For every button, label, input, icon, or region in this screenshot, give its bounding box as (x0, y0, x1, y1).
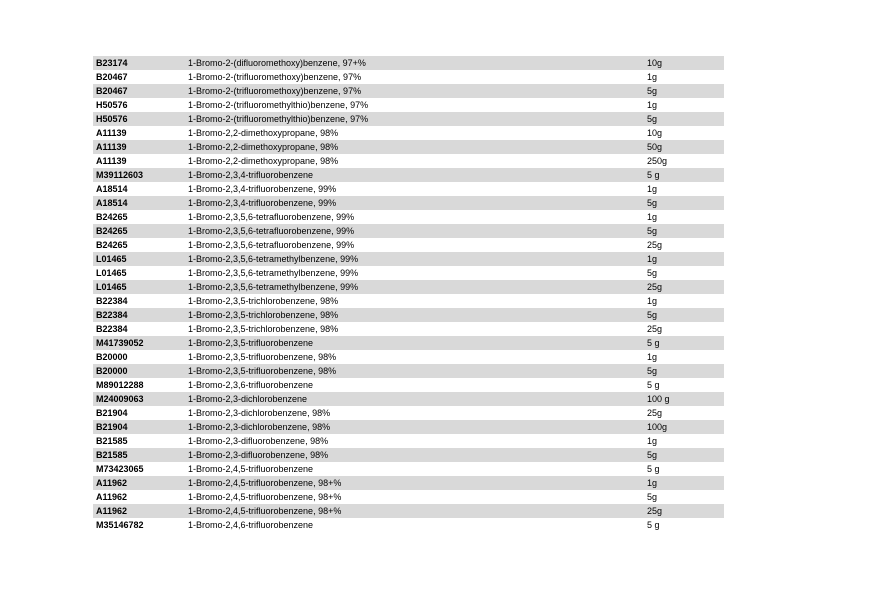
catalog-code: B20000 (96, 352, 128, 362)
pack-size: 5 g (647, 380, 660, 390)
catalog-code: B21904 (96, 422, 128, 432)
pack-size: 5g (647, 492, 658, 502)
product-table (93, 56, 724, 532)
catalog-code: M89012288 (96, 380, 144, 390)
pack-size: 1g (647, 72, 658, 82)
pack-size: 250g (647, 156, 668, 166)
catalog-code: M41739052 (96, 338, 144, 348)
product-name: 1-Bromo-2,3,6-trifluorobenzene (188, 380, 314, 390)
catalog-code: B23174 (96, 58, 128, 68)
table-row (93, 392, 724, 406)
pack-size: 25g (647, 240, 663, 250)
pack-size: 5 g (647, 464, 660, 474)
table-row (93, 434, 724, 448)
product-name: 1-Bromo-2,2-dimethoxypropane, 98% (188, 128, 339, 138)
pack-size: 1g (647, 478, 658, 488)
pack-size: 1g (647, 436, 658, 446)
table-row (93, 294, 724, 308)
pack-size: 5 g (647, 170, 660, 180)
catalog-code: B22384 (96, 324, 128, 334)
catalog-code: H50576 (96, 100, 128, 110)
catalog-code: A11139 (96, 142, 127, 152)
table-row (93, 504, 724, 518)
pack-size: 100 g (647, 394, 670, 404)
product-name: 1-Bromo-2,3,5-trifluorobenzene (188, 338, 314, 348)
catalog-code: M39112603 (96, 170, 144, 180)
product-name: 1-Bromo-2,3,5,6-tetramethylbenzene, 99% (188, 268, 359, 278)
pack-size: 1g (647, 212, 658, 222)
catalog-code: A18514 (96, 184, 128, 194)
pack-size: 5g (647, 310, 658, 320)
catalog-code: H50576 (96, 114, 128, 124)
table-row (93, 336, 724, 350)
product-name: 1-Bromo-2,3,5,6-tetrafluorobenzene, 99% (188, 240, 355, 250)
pack-size: 25g (647, 408, 663, 418)
pack-size: 100g (647, 422, 668, 432)
catalog-code: B21585 (96, 450, 128, 460)
product-name: 1-Bromo-2,4,5-trifluorobenzene, 98+% (188, 492, 342, 502)
pack-size: 5g (647, 86, 658, 96)
catalog-code: B22384 (96, 296, 128, 306)
product-name: 1-Bromo-2,3,5,6-tetramethylbenzene, 99% (188, 282, 359, 292)
product-name: 1-Bromo-2,3,5,6-tetrafluorobenzene, 99% (188, 226, 355, 236)
product-name: 1-Bromo-2,3,5-trifluorobenzene, 98% (188, 352, 337, 362)
pack-size: 25g (647, 506, 663, 516)
table-row (93, 364, 724, 378)
pack-size: 5 g (647, 338, 660, 348)
catalog-code: B20000 (96, 366, 128, 376)
table-row (93, 168, 724, 182)
table-row (93, 210, 724, 224)
table-row (93, 266, 724, 280)
product-name: 1-Bromo-2-(trifluoromethoxy)benzene, 97% (188, 72, 362, 82)
table-row (93, 490, 724, 504)
pack-size: 1g (647, 352, 658, 362)
product-name: 1-Bromo-2,3,4-trifluorobenzene, 99% (188, 184, 337, 194)
pack-size: 50g (647, 142, 663, 152)
pack-size: 25g (647, 282, 663, 292)
product-name: 1-Bromo-2,3,5,6-tetramethylbenzene, 99% (188, 254, 359, 264)
product-name: 1-Bromo-2,3-dichlorobenzene (188, 394, 308, 404)
table-row (93, 154, 724, 168)
pack-size: 5 g (647, 520, 660, 530)
catalog-code: A11962 (96, 506, 128, 516)
pack-size: 5g (647, 114, 658, 124)
table-row (93, 224, 724, 238)
table-row (93, 350, 724, 364)
catalog-code: B20467 (96, 86, 128, 96)
product-name: 1-Bromo-2-(trifluoromethoxy)benzene, 97% (188, 86, 362, 96)
product-name: 1-Bromo-2-(trifluoromethylthio)benzene, 97% (188, 100, 369, 110)
pack-size: 5g (647, 226, 658, 236)
product-name: 1-Bromo-2,3-difluorobenzene, 98% (188, 436, 329, 446)
product-name: 1-Bromo-2,2-dimethoxypropane, 98% (188, 142, 339, 152)
catalog-code: M24009063 (96, 394, 144, 404)
table-row (93, 98, 724, 112)
catalog-code: B24265 (96, 240, 128, 250)
table-row (93, 140, 724, 154)
product-name: 1-Bromo-2,3,5,6-tetrafluorobenzene, 99% (188, 212, 355, 222)
catalog-code: B22384 (96, 310, 128, 320)
table-row (93, 70, 724, 84)
table-row (93, 196, 724, 210)
product-name: 1-Bromo-2,4,5-trifluorobenzene (188, 464, 314, 474)
table-row (93, 308, 724, 322)
table-row (93, 280, 724, 294)
pack-size: 25g (647, 324, 663, 334)
product-name: 1-Bromo-2,3,4-trifluorobenzene, 99% (188, 198, 337, 208)
catalog-code: A11139 (96, 156, 127, 166)
catalog-code: B24265 (96, 226, 128, 236)
product-name: 1-Bromo-2,3-difluorobenzene, 98% (188, 450, 329, 460)
catalog-code: A11139 (96, 128, 127, 138)
product-name: 1-Bromo-2,4,5-trifluorobenzene, 98+% (188, 478, 342, 488)
table-row (93, 322, 724, 336)
product-name: 1-Bromo-2-(trifluoromethylthio)benzene, 97% (188, 114, 369, 124)
pack-size: 1g (647, 296, 658, 306)
catalog-code: L01465 (96, 282, 127, 292)
table-row (93, 462, 724, 476)
table-row (93, 112, 724, 126)
product-name: 1-Bromo-2,4,6-trifluorobenzene (188, 520, 314, 530)
catalog-code: A11962 (96, 492, 128, 502)
catalog-code: A18514 (96, 198, 128, 208)
table-row (93, 420, 724, 434)
product-name: 1-Bromo-2,3,5-trifluorobenzene, 98% (188, 366, 337, 376)
table-row (93, 378, 724, 392)
table-row (93, 518, 724, 532)
table-row (93, 252, 724, 266)
table-row (93, 126, 724, 140)
table-row (93, 84, 724, 98)
pack-size: 5g (647, 268, 658, 278)
table-row (93, 476, 724, 490)
table-row (93, 182, 724, 196)
pack-size: 5g (647, 366, 658, 376)
product-name: 1-Bromo-2,3,5-trichlorobenzene, 98% (188, 296, 339, 306)
product-name: 1-Bromo-2,3-dichlorobenzene, 98% (188, 408, 331, 418)
catalog-code: B21585 (96, 436, 128, 446)
pack-size: 5g (647, 198, 658, 208)
catalog-code: M73423065 (96, 464, 144, 474)
pack-size: 10g (647, 58, 663, 68)
product-name: 1-Bromo-2-(difluoromethoxy)benzene, 97+% (188, 58, 366, 68)
pack-size: 1g (647, 184, 658, 194)
pack-size: 1g (647, 254, 658, 264)
pack-size: 10g (647, 128, 663, 138)
product-name: 1-Bromo-2,3,5-trichlorobenzene, 98% (188, 324, 339, 334)
pack-size: 1g (647, 100, 658, 110)
table-row (93, 238, 724, 252)
product-name: 1-Bromo-2,3,4-trifluorobenzene (188, 170, 314, 180)
product-name: 1-Bromo-2,4,5-trifluorobenzene, 98+% (188, 506, 342, 516)
catalog-code: B20467 (96, 72, 128, 82)
table-row (93, 448, 724, 462)
catalog-code: M35146782 (96, 520, 144, 530)
catalog-code: L01465 (96, 254, 127, 264)
product-name: 1-Bromo-2,3,5-trichlorobenzene, 98% (188, 310, 339, 320)
catalog-code: L01465 (96, 268, 127, 278)
table-row (93, 56, 724, 70)
table-row (93, 406, 724, 420)
catalog-code: A11962 (96, 478, 128, 488)
product-name: 1-Bromo-2,3-dichlorobenzene, 98% (188, 422, 331, 432)
catalog-code: B24265 (96, 212, 128, 222)
catalog-code: B21904 (96, 408, 128, 418)
product-name: 1-Bromo-2,2-dimethoxypropane, 98% (188, 156, 339, 166)
pack-size: 5g (647, 450, 658, 460)
